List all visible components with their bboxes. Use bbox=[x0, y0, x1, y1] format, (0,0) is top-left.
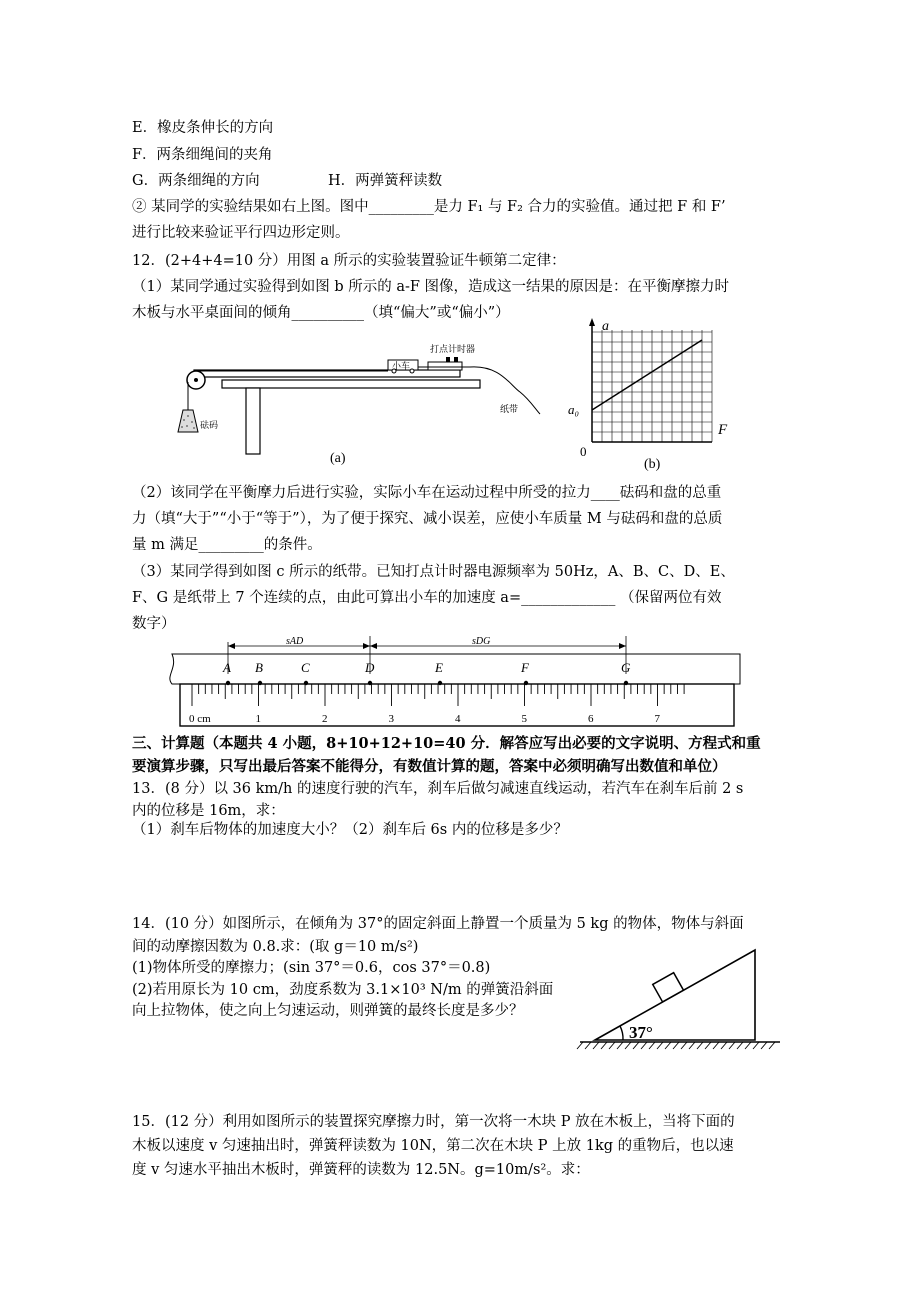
ground-hatch bbox=[641, 1042, 647, 1049]
tape-dot bbox=[304, 681, 308, 685]
ground-hatch bbox=[761, 1042, 767, 1049]
ground-hatch bbox=[577, 1042, 583, 1049]
q12-part2-line2: 力（填“大于”“小于“等于”），为了便于探究、减小误差，应使小车质量 M 与砝码和盘的总质 bbox=[132, 511, 723, 527]
q15-line2: 木板以速度 v 匀速抽出时，弹簧秤读数为 10N，第二次在木块 P 上放 1kg 的重物后，也以速 bbox=[132, 1138, 734, 1154]
q12-part1-line1: （1）某同学通过实验得到如图 b 所示的 a-F 图像，造成这一结果的原因是：在平衡摩擦力时 bbox=[132, 279, 730, 295]
ground-hatch bbox=[593, 1042, 599, 1049]
graph-line bbox=[592, 340, 702, 410]
y-axis-label: a bbox=[602, 319, 609, 334]
timer-label: 打点计时器 bbox=[430, 345, 476, 355]
angle-label: 37° bbox=[629, 1023, 653, 1042]
ground-hatch bbox=[609, 1042, 615, 1049]
ground-hatch bbox=[665, 1042, 671, 1049]
ground-hatch bbox=[625, 1042, 631, 1049]
tape-dot bbox=[368, 681, 372, 685]
tape-point-label: B bbox=[255, 660, 263, 675]
ruler-tick-label: 0 cm bbox=[189, 713, 211, 725]
tape-dot bbox=[624, 681, 628, 685]
incline-figure bbox=[575, 930, 785, 1055]
ground-hatch bbox=[689, 1042, 695, 1049]
q12-part2-line1: （2）该同学在平衡摩力后进行实验，实际小车在运动过程中所受的拉力____砝码和盘的总重 bbox=[132, 485, 722, 501]
intercept-label: a₀ bbox=[568, 402, 580, 417]
tape-point-label: D bbox=[365, 660, 375, 675]
q11-part2-line2: 进行比较来验证平行四边形定则。 bbox=[132, 225, 350, 241]
q11-part2-line1: ② 某同学的实验结果如右上图。图中_________是力 F₁ 与 F₂ 合力的实验值。通过把 F 和 F’ bbox=[132, 199, 726, 215]
section3-heading-line1: 三、计算题（本题共 4 小题，8+10+12+10=40 分．解答应写出必要的文字说明、方程式和重 bbox=[132, 735, 761, 752]
option-e: E．橡皮条伸长的方向 bbox=[132, 120, 274, 136]
ruler-tick-label: 2 bbox=[322, 713, 328, 725]
tape-dot bbox=[524, 681, 528, 685]
q13-line1: 13．(8 分）以 36 km/h 的速度行驶的汽车，刹车后做匀减速直线运动，若汽车在刹车后前 2 s bbox=[132, 781, 744, 797]
section3-heading-line2: 要演算步骤，只写出最后答案不能得分，有数值计算的题，答案中必须明确写出数值和单位） bbox=[132, 758, 727, 775]
figure-a-apparatus bbox=[170, 340, 550, 470]
ground-hatch bbox=[657, 1042, 663, 1049]
sAD-label: sAD bbox=[286, 636, 304, 647]
figure-a-caption: (a) bbox=[330, 451, 346, 466]
q15-line3: 度 v 匀速水平抽出木板时，弹簧秤的读数为 12.5N。g=10m/s²。求： bbox=[132, 1162, 590, 1178]
ruler-tick-label: 6 bbox=[588, 713, 594, 725]
sDG-label: sDG bbox=[472, 636, 491, 647]
ground-hatch bbox=[697, 1042, 703, 1049]
ground-hatch bbox=[753, 1042, 759, 1049]
origin-label: 0 bbox=[580, 444, 587, 459]
ruler-tick-label: 3 bbox=[388, 713, 394, 725]
ground-hatch bbox=[729, 1042, 735, 1049]
tape-point-label: F bbox=[521, 660, 529, 675]
ground-hatch bbox=[737, 1042, 743, 1049]
tape-point-label: A bbox=[223, 660, 231, 675]
tape-point-label: E bbox=[435, 660, 443, 675]
ground-hatch bbox=[617, 1042, 623, 1049]
figure-b-caption: (b) bbox=[644, 457, 661, 472]
ground-hatch bbox=[705, 1042, 711, 1049]
ground-hatch bbox=[745, 1042, 751, 1049]
q13-line2: 内的位移是 16m，求： bbox=[132, 803, 285, 819]
figure-c-tape bbox=[160, 632, 750, 732]
tape-dot bbox=[438, 681, 442, 685]
cart-label: 小车 bbox=[392, 362, 411, 372]
tape-point-label: G bbox=[621, 660, 631, 675]
ruler-tick-label: 4 bbox=[455, 713, 461, 725]
figure-b-graph bbox=[560, 312, 740, 477]
q13-line3: （1）刹车后物体的加速度大小？（2）刹车后 6s 内的位移是多少？ bbox=[132, 822, 568, 838]
q14-line2: 间的动摩擦因数为 0.8.求：(取 g＝10 m/s²) bbox=[132, 939, 419, 955]
q12-part3-line3: 数字） bbox=[132, 616, 176, 632]
option-f: F．两条细绳间的夹角 bbox=[132, 147, 273, 163]
ground-hatch bbox=[769, 1042, 775, 1049]
ground-hatch bbox=[585, 1042, 591, 1049]
q12-part3-line2: F、G 是纸带上 7 个连续的点，由此可算出小车的加速度 a=_____________ （保留两位有效 bbox=[132, 590, 722, 606]
weight-label: 砝码 bbox=[200, 421, 219, 431]
tape-label: 纸带 bbox=[500, 405, 519, 415]
ground-hatch bbox=[681, 1042, 687, 1049]
q14-line1: 14．(10 分）如图所示，在倾角为 37°的固定斜面上静置一个质量为 5 kg 的物体，物体与斜面 bbox=[132, 916, 744, 932]
ground-hatch bbox=[633, 1042, 639, 1049]
ruler-tick-label: 7 bbox=[654, 713, 660, 725]
option-g: G．两条细绳的方向 bbox=[132, 173, 260, 189]
ground-hatch bbox=[649, 1042, 655, 1049]
tape-dot bbox=[226, 681, 230, 685]
q14-line4: (2)若用原长为 10 cm，劲度系数为 3.1×10³ N/m 的弹簧沿斜面 bbox=[132, 982, 554, 998]
ruler-tick-label: 5 bbox=[521, 713, 527, 725]
option-h: H．两弹簧秤读数 bbox=[328, 173, 443, 189]
ruler-tick-label: 1 bbox=[255, 713, 261, 725]
tape-point-label: C bbox=[301, 660, 310, 675]
tape-dot bbox=[258, 681, 262, 685]
ground-hatch bbox=[601, 1042, 607, 1049]
q12-part1-line2: 木板与水平桌面间的倾角__________（填“偏大”或“偏小”） bbox=[132, 305, 510, 321]
q12-heading: 12．(2+4+4=10 分）用图 a 所示的实验装置验证牛顿第二定律： bbox=[132, 253, 566, 269]
q12-part2-line3: 量 m 满足_________的条件。 bbox=[132, 537, 322, 553]
ground-hatch bbox=[673, 1042, 679, 1049]
ground-hatch bbox=[713, 1042, 719, 1049]
q15-line1: 15．(12 分）利用如图所示的装置探究摩擦力时，第一次将一木块 P 放在木板上，当将下面的 bbox=[132, 1114, 735, 1130]
x-axis-label: F bbox=[718, 422, 728, 438]
q12-part3-line1: （3）某同学得到如图 c 所示的纸带。已知打点计时器电源频率为 50Hz，A、B、C、D、E、 bbox=[132, 564, 735, 580]
ground-hatch bbox=[721, 1042, 727, 1049]
q14-line5: 向上拉物体，使之向上匀速运动，则弹簧的最终长度是多少？ bbox=[132, 1003, 524, 1019]
q14-line3: (1)物体所受的摩擦力；(sin 37°＝0.6，cos 37°＝0.8) bbox=[132, 960, 491, 976]
